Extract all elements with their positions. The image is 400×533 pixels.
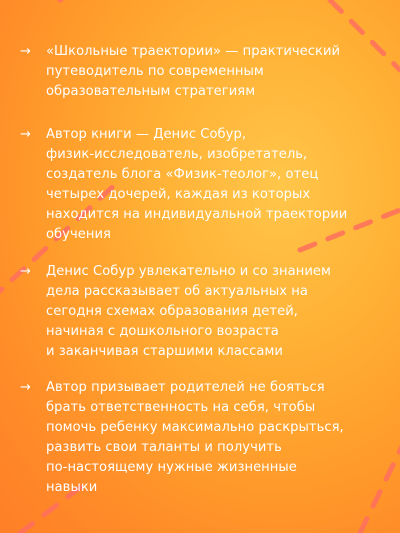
list-item [20, 262, 380, 362]
list-item-text: Автор призывает родителей не бояться брать ответственность на себя, чтобы помочь ребенку максимально раскрыться, развить свои таланты и получить по-настоящему нужные жизненные навыки [46, 380, 344, 495]
arrow-right-icon: → [20, 264, 31, 279]
arrow-right-icon: → [20, 380, 31, 395]
arrow-right-icon: → [20, 127, 31, 142]
list-item [20, 42, 380, 102]
list-item-text: «Школьные траектории» — практический путеводитель по современным образовательным стратегиям [46, 44, 341, 99]
list-item-text: Автор книги — Денис Собур, физик-исследователь, изобретатель, создатель блога «Физик-теолог», отец четырех дочерей, каждая из которых находится на индивидуальной траектории обучения [46, 127, 348, 242]
list-item [20, 125, 380, 245]
arrow-right-icon: → [20, 44, 31, 59]
list-item [20, 378, 380, 498]
list-item-text: Денис Собур увлекательно и со знанием дела рассказывает об актуальных на сегодня схемах образования детей, начиная с дошкольного возраста и заканчивая старшими классами [46, 264, 331, 359]
